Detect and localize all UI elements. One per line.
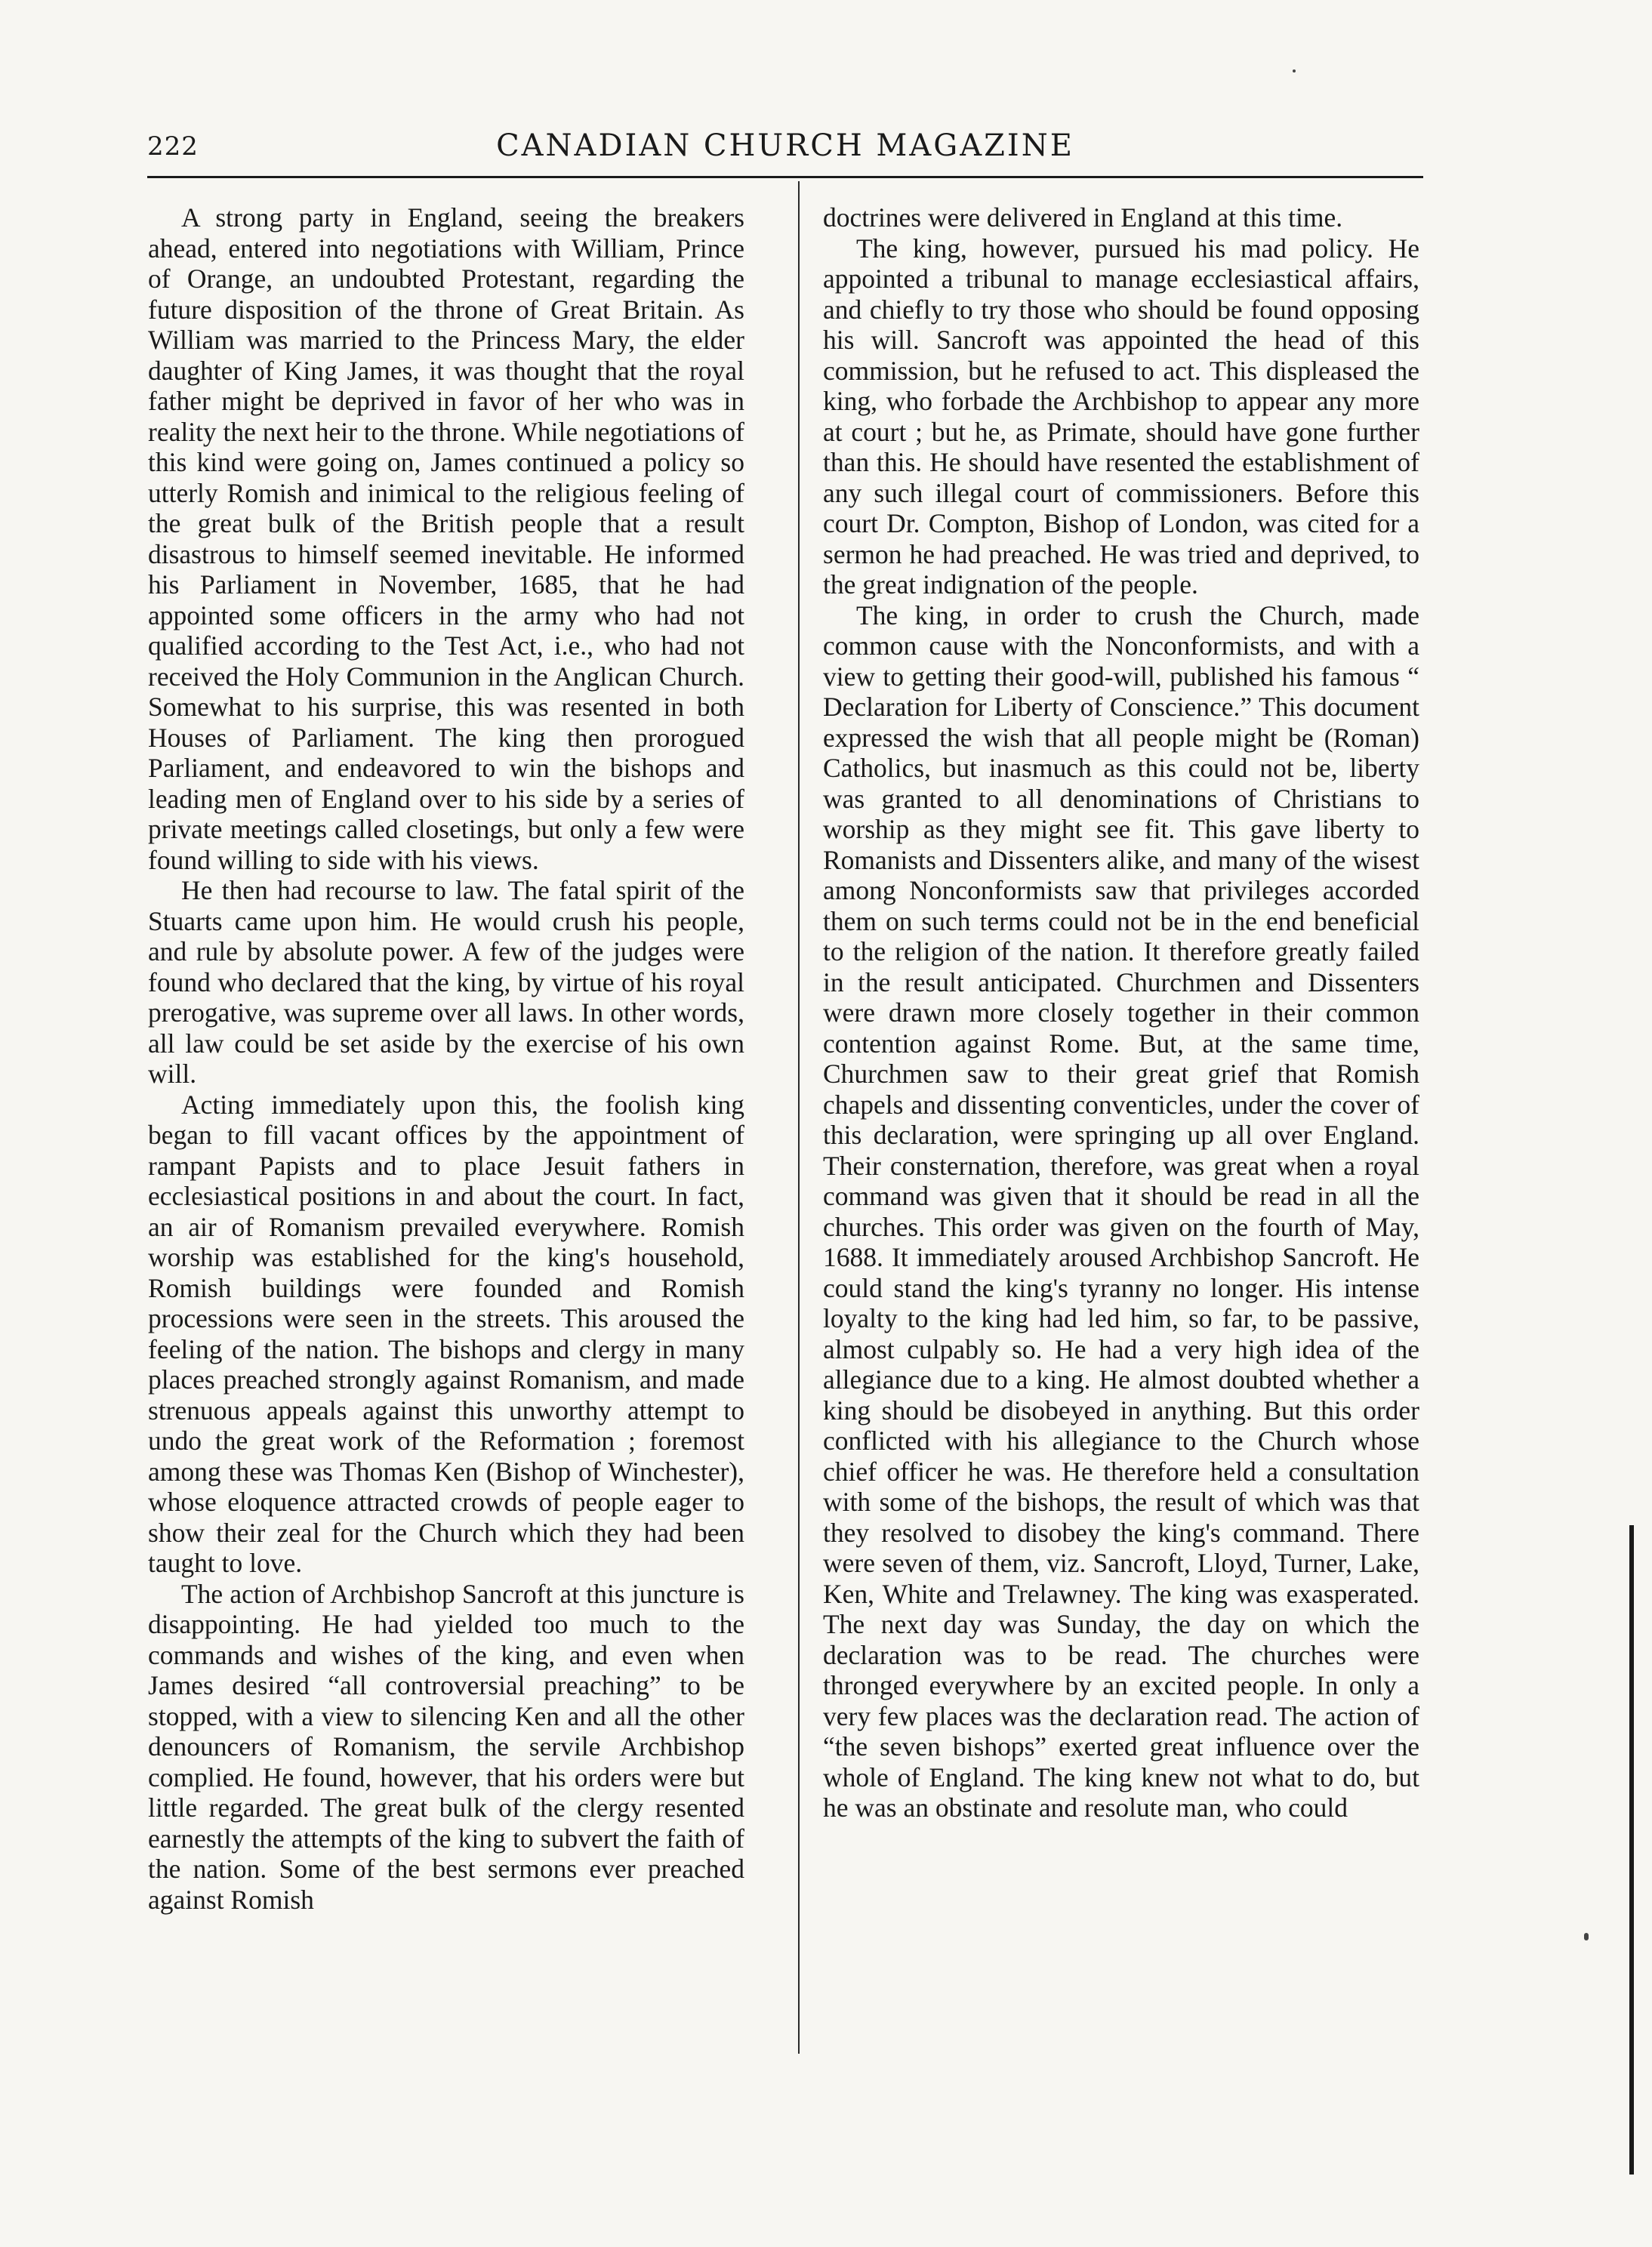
scan-edge-mark — [1629, 1525, 1634, 2175]
page-number: 222 — [147, 131, 199, 162]
running-title: CANADIAN CHURCH MAGAZINE — [496, 128, 1074, 163]
left-column — [148, 202, 744, 2052]
right-column — [823, 202, 1419, 2052]
header-rule — [147, 176, 1423, 178]
scan-speck — [1293, 69, 1296, 72]
paragraph: A strong party in England, seeing the breakers ahead, entered into negotiations with William, Prince of Orange, an undoubted Protestant, regarding the future disposition of the throne of Great Britain. As William was married to the Princess Mary, the elder daughter of King James, it was thought that the royal father might be deprived in favor of her who was in reality the next heir to the throne. While negotiations of this kind were going on, James continued a policy so utterly Romish and inimical to the religious feeling of the great bulk of the British people that a result disastrous to himself seemed inevitable. He informed his Parliament in November, 1685, that he had appointed some officers in the army who had not qualified according to the Test Act, i.e., who had not received the Holy Communion in the Anglican Church. Somewhat to his surprise, this was resented in both Houses of Parliament. The king then prorogued Parliament, and endeavored to win the bishops and leading men of England over to his side by a series of private meetings called closetings, but only a few were found willing to side with his views. — [148, 202, 744, 875]
page-header — [147, 128, 1423, 174]
paragraph: The king, however, pursued his mad policy. He appointed a tribunal to manage ecclesiastical affairs, and chiefly to try those who should be found opposing his will. Sancroft was appointed the head of this commission, but he refused to act. This displeased the king, who forbade the Archbishop to appear any more at court ; but he, as Primate, should have gone further than this. He should have resented the establishment of any such illegal court of commissioners. Before this court Dr. Compton, Bishop of London, was cited for a sermon he had preached. He was tried and deprived, to the great indignation of the people. — [823, 233, 1419, 600]
column-divider — [798, 181, 800, 2054]
paragraph: He then had recourse to law. The fatal spirit of the Stuarts came upon him. He would crush his people, and rule by absolute power. A few of the judges were found who declared that the king, by virtue of his royal prerogative, was supreme over all laws. In other words, all law could be set aside by the exercise of his own will. — [148, 875, 744, 1089]
scan-speck — [1584, 1933, 1589, 1940]
paragraph: Acting immediately upon this, the foolish king began to fill vacant offices by the appointment of rampant Papists and to place Jesuit fathers in ecclesiastical positions in and about the court. In fact, an air of Romanism prevailed everywhere. Romish worship was established for the king's household, Romish buildings were founded and Romish processions were seen in the streets. This aroused the feeling of the nation. The bishops and clergy in many places preached strongly against Romanism, and made strenuous appeals against this unworthy attempt to undo the great work of the Reformation ; foremost among these was Thomas Ken (Bishop of Winchester), whose eloquence attracted crowds of people eager to show their zeal for the Church which they had been taught to love. — [148, 1089, 744, 1578]
paragraph: The king, in order to crush the Church, made common cause with the Nonconformists, and with a view to getting their good-will, published his famous “ Declaration for Liberty of Conscience.” This document expressed the wish that all people might be (Roman) Catholics, but inasmuch as this could not be, liberty was granted to all denominations of Christians to worship as they might see fit. This gave liberty to Romanists and Dissenters alike, and many of the wisest among Nonconformists saw that privileges accorded them on such terms could not be in the end beneficial to the religion of the nation. It therefore greatly failed in the result anticipated. Churchmen and Dissenters were drawn more closely together in their common contention against Rome. But, at the same time, Churchmen saw to their great grief that Romish chapels and dissenting conventicles, under the cover of this declaration, were springing up all over England. Their consternation, therefore, was great when a royal command was given that it should be read in all the churches. This order was given on the fourth of May, 1688. It immediately aroused Archbishop Sancroft. He could stand the king's tyranny no longer. His intense loyalty to the king had led him, so far, to be passive, almost culpably so. He had a very high idea of the allegiance due to a king. He almost doubted whether a king should be disobeyed in anything. But this order conflicted with his allegiance to the Church whose chief officer he was. He therefore held a consultation with some of the bishops, the result of which was that they resolved to disobey the king's command. There were seven of them, viz. Sancroft, Lloyd, Turner, Lake, Ken, White and Trelawney. The king was exasperated. The next day was Sunday, the day on which the declaration was to be read. The churches were thronged everywhere by an excited people. In only a very few places was the declaration read. The action of “the seven bishops” exerted great influence over the whole of England. The king knew not what to do, but he was an obstinate and resolute man, who could — [823, 600, 1419, 1823]
paragraph: The action of Archbishop Sancroft at this juncture is disappointing. He had yielded too much to the commands and wishes of the king, and even when James desired “all controversial preaching” to be stopped, with a view to silencing Ken and all the other denouncers of Romanism, the servile Archbishop complied. He found, however, that his orders were but little regarded. The great bulk of the clergy resented earnestly the attempts of the king to subvert the faith of the nation. Some of the best sermons ever preached against Romish — [148, 1578, 744, 1915]
paragraph-continued: doctrines were delivered in England at this time. — [823, 202, 1343, 233]
